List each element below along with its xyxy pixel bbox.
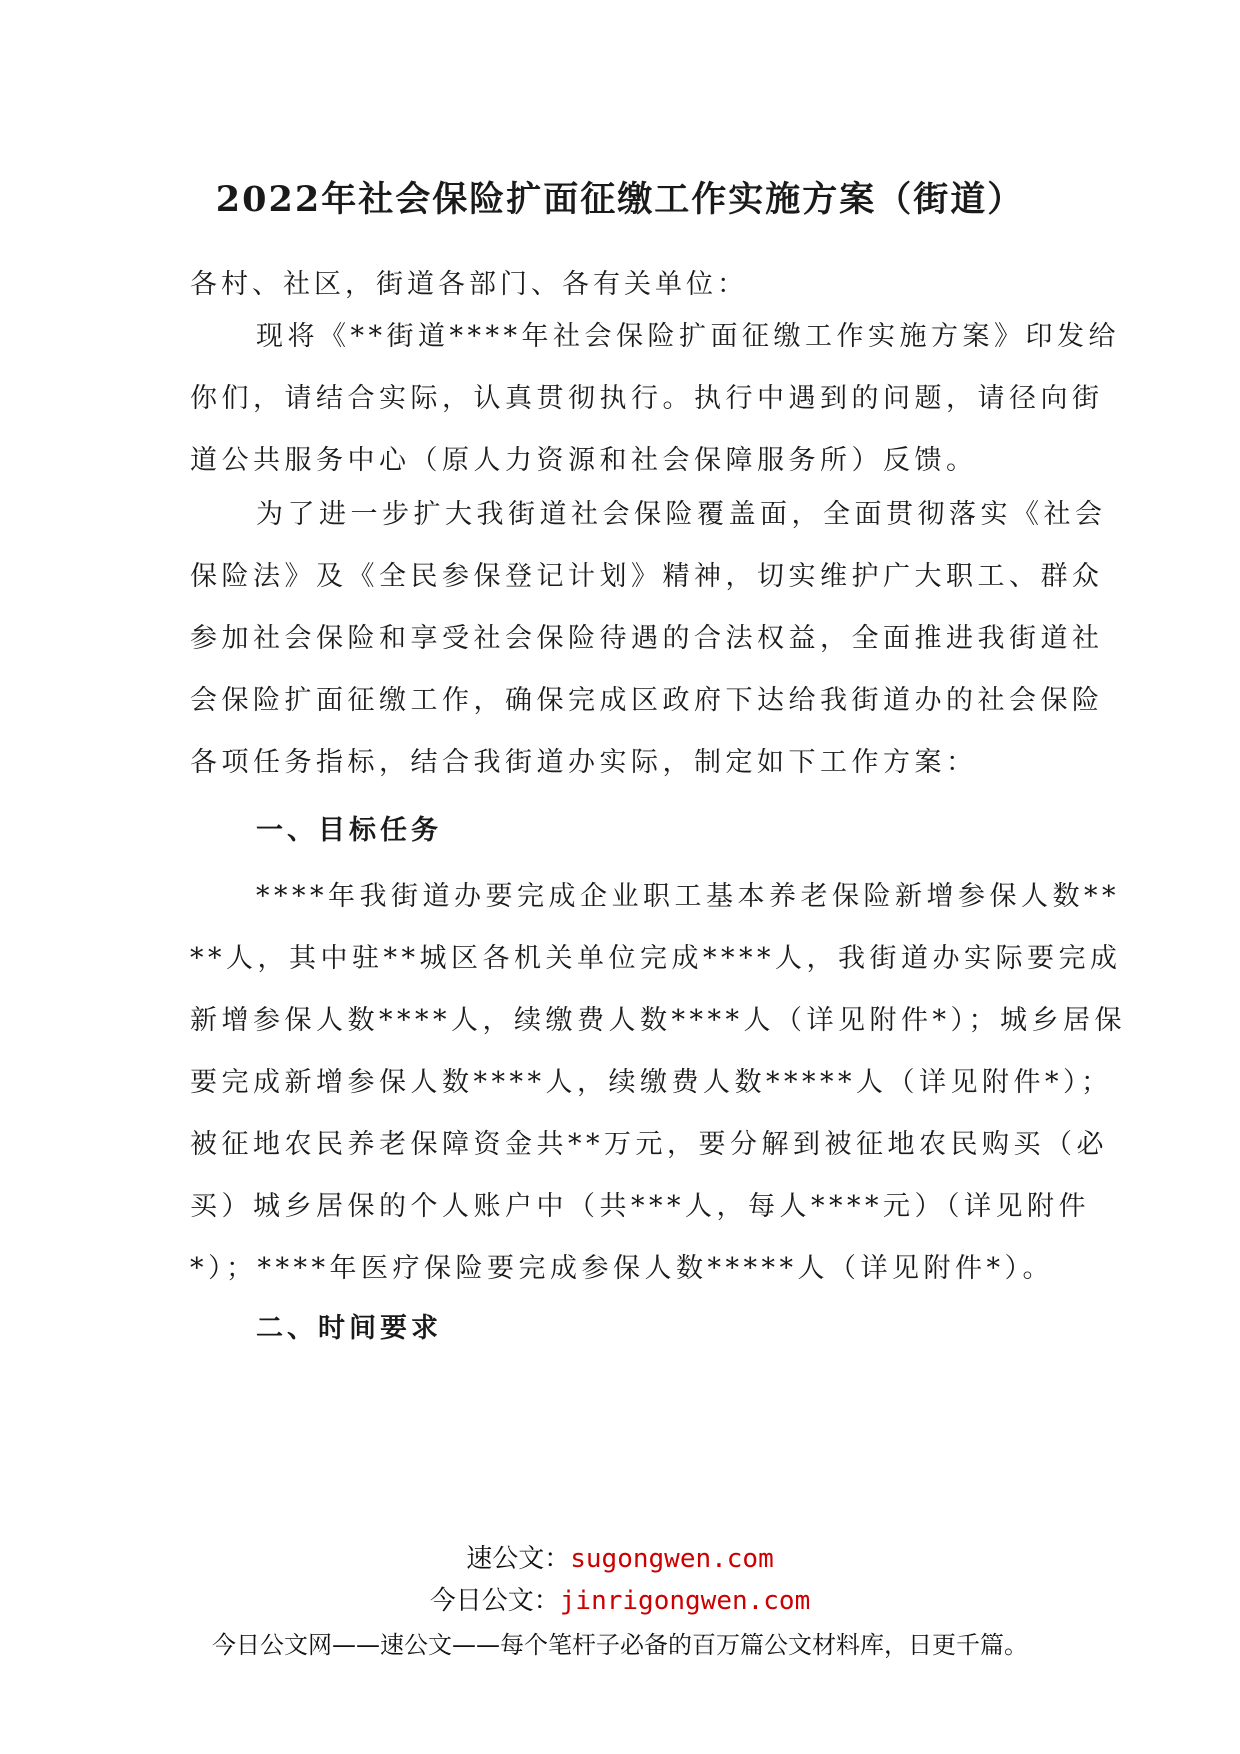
section-heading-targets: 一、目标任务 <box>256 815 442 846</box>
footer-line-jinrigongwen <box>0 1580 1240 1617</box>
paragraph-line: 买）城乡居保的个人账户中（共***人，每人****元）（详见附件 <box>190 1191 1090 1222</box>
section-heading-timeline: 二、时间要求 <box>256 1313 442 1344</box>
paragraph-targets <box>190 866 1126 1300</box>
footer-link-jinrigongwen[interactable]: jinrigongwen.com <box>559 1586 811 1616</box>
paragraph-line: ****年我街道办要完成企业职工基本养老保险新增参保人数** <box>256 881 1120 912</box>
paragraph-line: 保险法》及《全民参保登记计划》精神，切实维护广大职工、群众 <box>190 561 1104 592</box>
footer-line-sugongwen <box>0 1538 1240 1575</box>
paragraph-line: 为了进一步扩大我街道社会保险覆盖面，全面贯彻落实《社会 <box>256 499 1107 530</box>
paragraph-line: 各项任务指标，结合我街道办实际，制定如下工作方案： <box>190 747 978 778</box>
paragraph-line: *）；****年医疗保险要完成参保人数*****人（详见附件*）。 <box>190 1253 1054 1284</box>
paragraph-line: 道公共服务中心（原人力资源和社会保障服务所）反馈。 <box>190 445 978 476</box>
paragraph-notice <box>190 306 1120 492</box>
paragraph-line: 会保险扩面征缴工作，确保完成区政府下达给我街道办的社会保险 <box>190 685 1104 716</box>
paragraph-line: 要完成新增参保人数****人，续缴费人数*****人（详见附件*）； <box>190 1067 1113 1098</box>
paragraph-line: 现将《**街道****年社会保险扩面征缴工作实施方案》印发给 <box>256 321 1120 352</box>
paragraph-purpose <box>190 484 1107 794</box>
paragraph-line: 新增参保人数****人，续缴费人数****人（详见附件*）；城乡居保 <box>190 1005 1126 1036</box>
paragraph-line: 你们，请结合实际，认真贯彻执行。执行中遇到的问题，请径向街 <box>190 383 1104 414</box>
footer-label: 速公文： <box>466 1544 571 1574</box>
footer-tagline: 今日公文网——速公文——每个笔杆子必备的百万篇公文材料库，日更千篇。 <box>212 1631 1028 1659</box>
paragraph-line: 参加社会保险和享受社会保险待遇的合法权益，全面推进我街道社 <box>190 623 1104 654</box>
salutation: 各村、社区，街道各部门、各有关单位： <box>190 269 748 300</box>
paragraph-line: 被征地农民养老保障资金共**万元，要分解到被征地农民购买（必 <box>190 1129 1108 1160</box>
footer-link-sugongwen[interactable]: sugongwen.com <box>570 1544 774 1574</box>
footer-label: 今日公文： <box>429 1586 560 1616</box>
paragraph-line: **人，其中驻**城区各机关单位完成****人，我街道办实际要完成 <box>190 943 1122 974</box>
document-title: 2022年社会保险扩面征缴工作实施方案（街道） <box>215 179 1025 220</box>
